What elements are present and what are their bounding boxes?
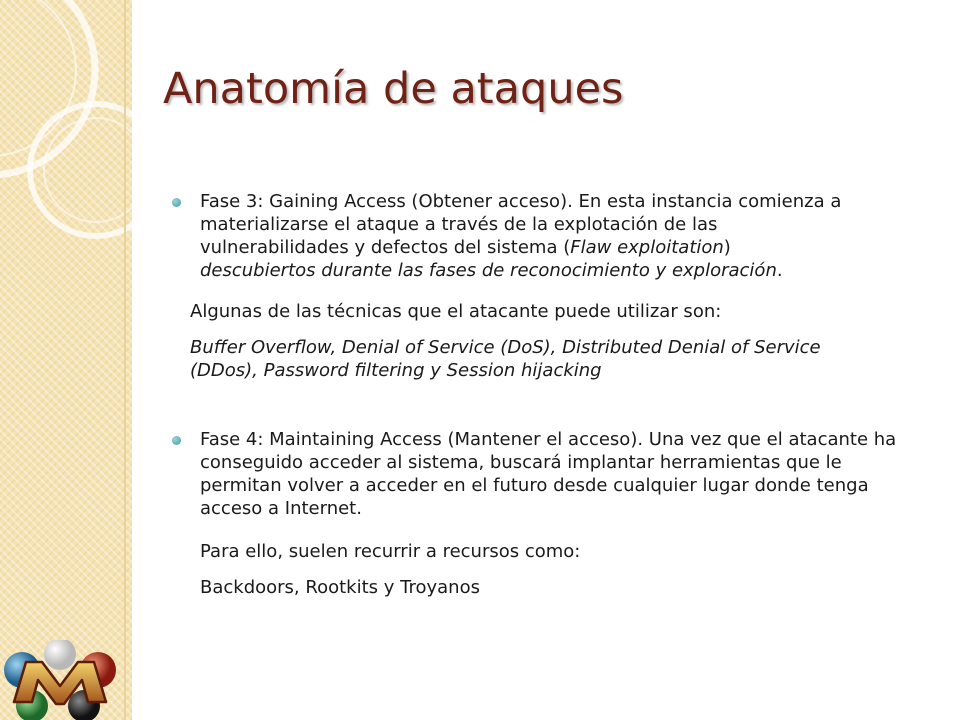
resources-intro: Para ello, suelen recurrir a recursos como: bbox=[200, 541, 581, 562]
bullet-dot-icon bbox=[172, 198, 181, 207]
phase3-text: Fase 3: Gaining Access (Obtener acceso). En esta instancia comienza a materializarse el ataque a través de la explotación de las vulnerabilidades y defectos del sistema ( bbox=[200, 191, 842, 258]
phase3-paragraph bbox=[200, 190, 850, 282]
phase4-paragraph: Fase 4: Maintaining Access (Mantener el acceso). Una vez que el atacante ha conseguido acceder al sistema, buscará implantar herramientas que le permitan volver a acceder en el futuro desde cualquier lugar donde tenga acceso a Internet. bbox=[200, 429, 897, 519]
phase3-paren: ) bbox=[723, 237, 731, 258]
phase3-discovered: descubiertos durante las fases de reconocimiento y exploración bbox=[200, 260, 777, 281]
bullet-dot-icon bbox=[172, 436, 181, 445]
magic-m-logo-icon bbox=[0, 640, 120, 720]
techniques-list: Buffer Overflow, Denial of Service (DoS), Distributed Denial of Service (DDos), Password filtering y Session hijacking bbox=[190, 337, 821, 381]
phase3-period: . bbox=[776, 260, 783, 281]
phase3-emphasis: Flaw exploitation bbox=[570, 237, 724, 258]
techniques-intro: Algunas de las técnicas que el atacante puede utilizar son: bbox=[190, 301, 722, 322]
slide-title: Anatomía de ataques bbox=[163, 64, 624, 114]
resources-list: Backdoors, Rootkits y Troyanos bbox=[200, 577, 480, 598]
